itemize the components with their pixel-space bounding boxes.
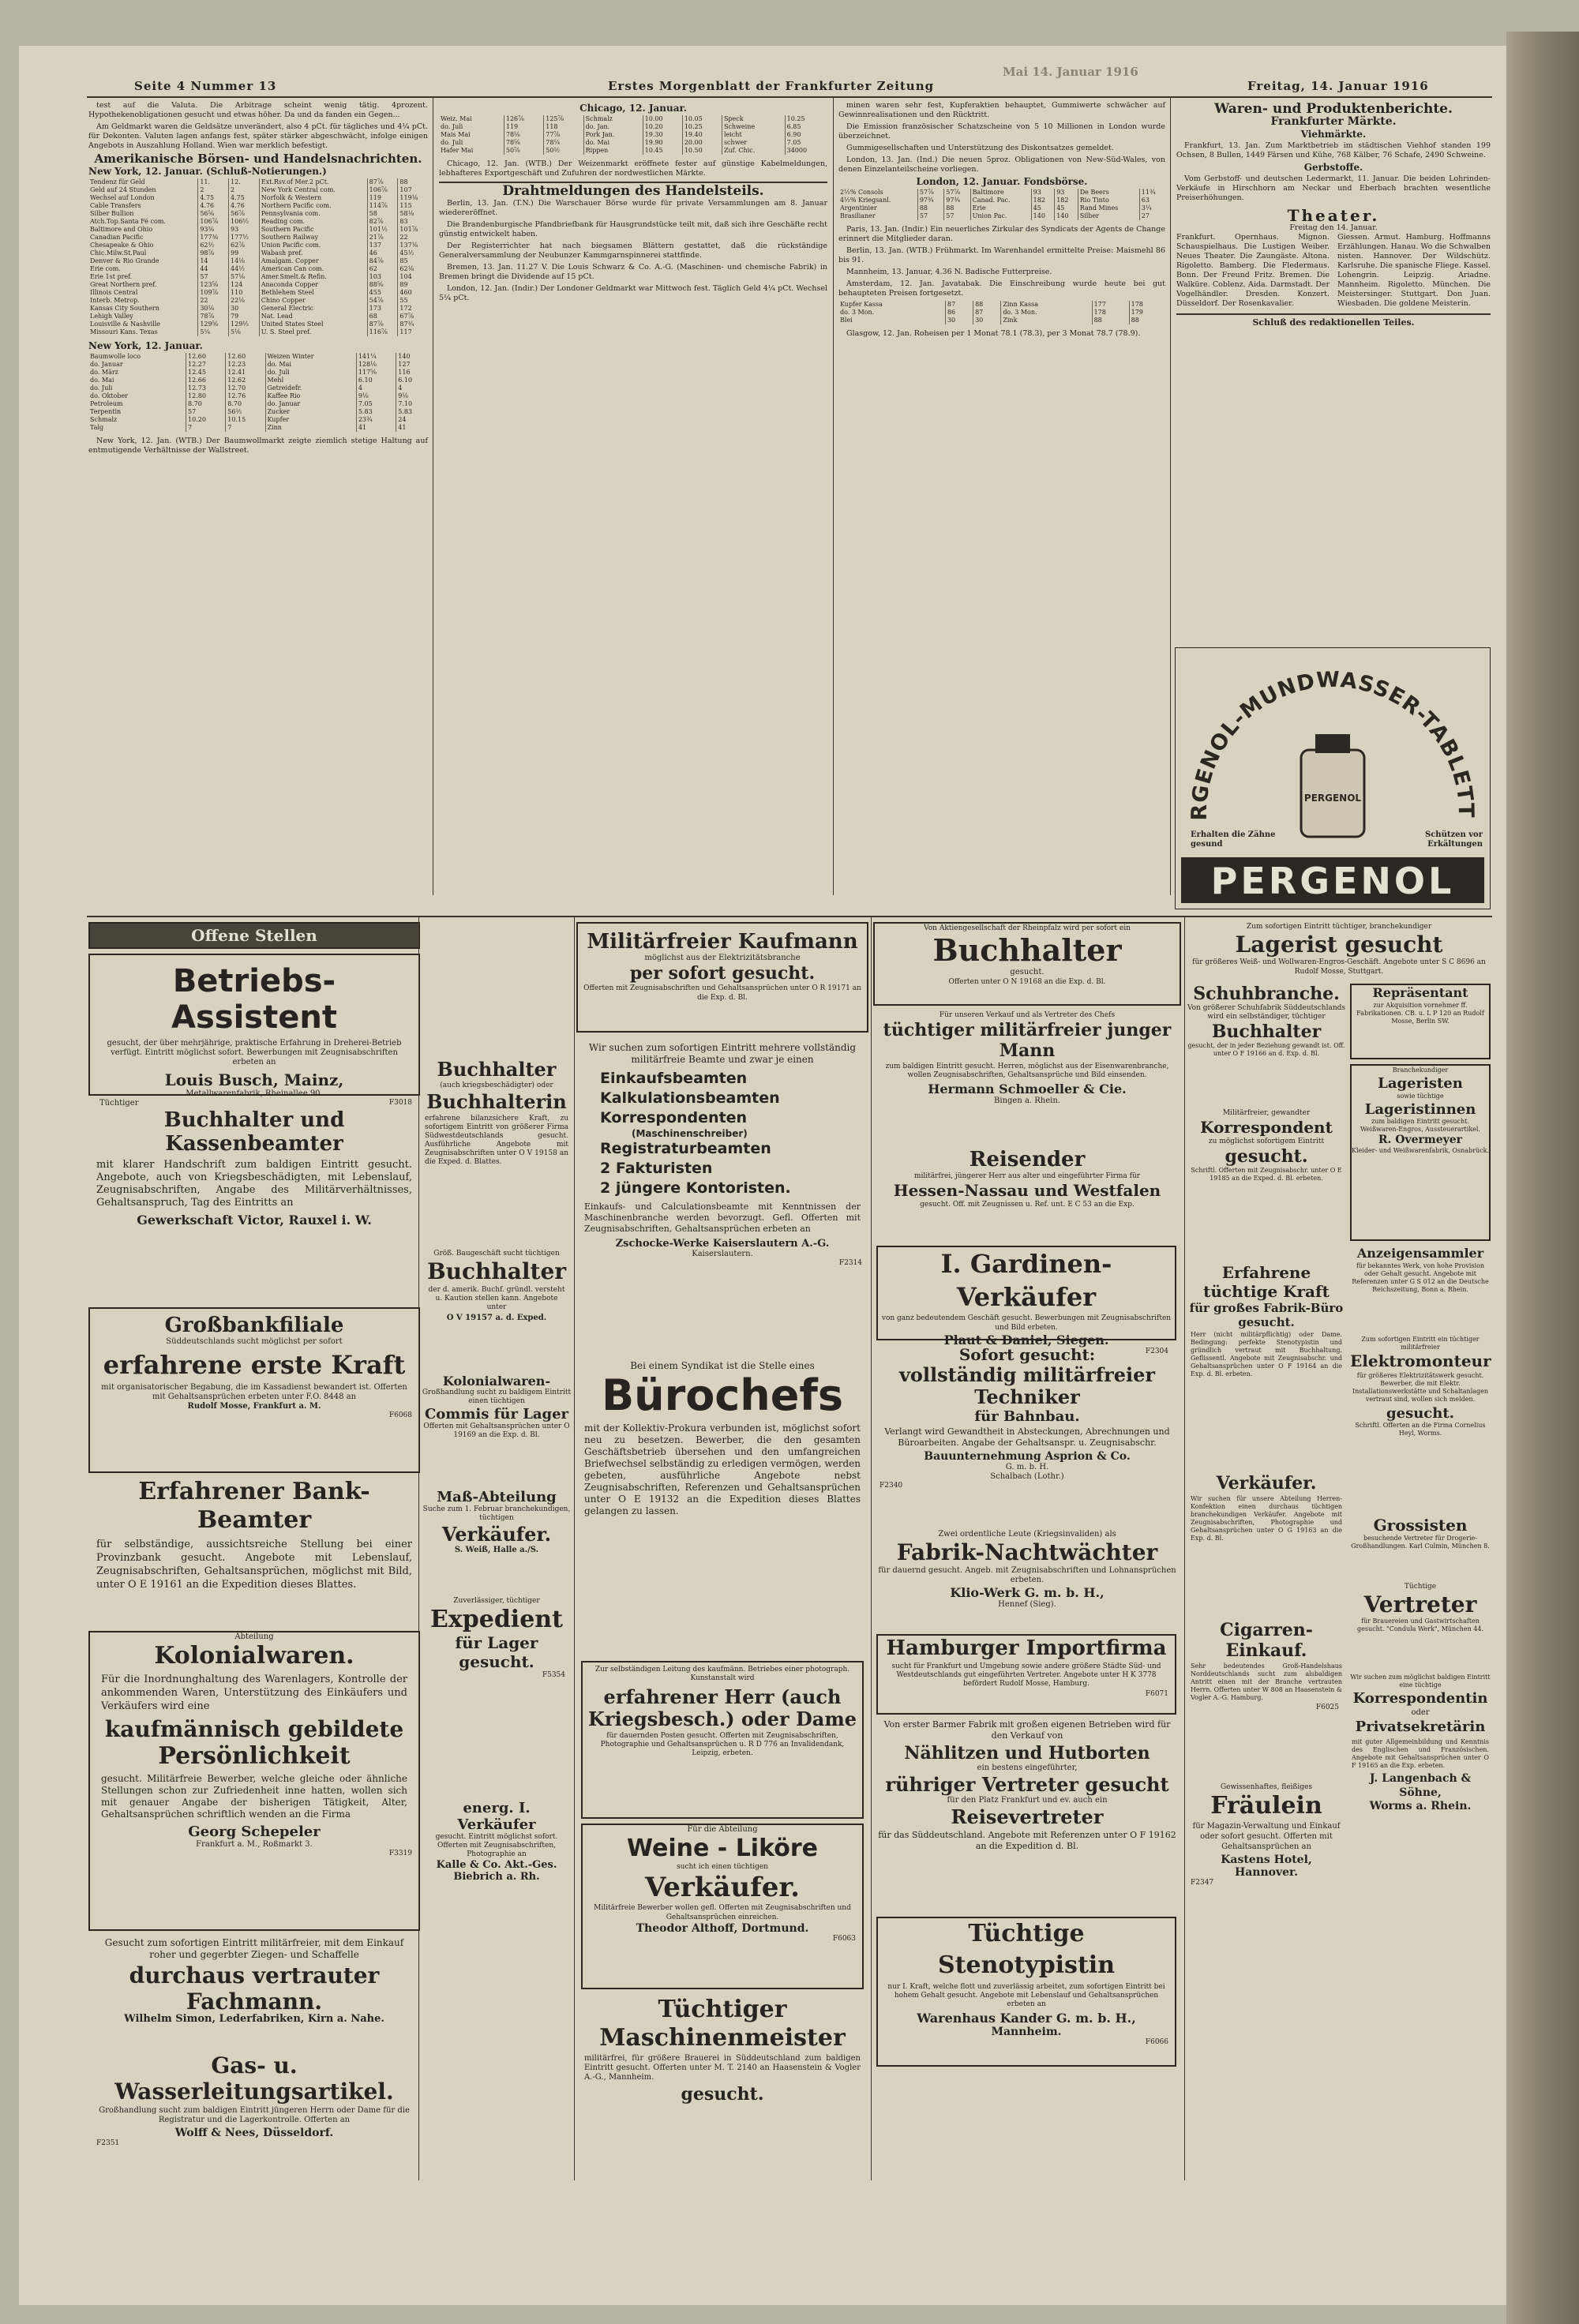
ad-title: Kolonialwaren. <box>154 1642 354 1670</box>
ad-text: Einkaufs- und Calculationsbeamte mit Kenntnissen der Maschinenbranche werden bevorzugt. Gefl. Offerten mit Zeugnisabschriften, Gehaltsansprüchen erbeten an <box>584 1201 861 1234</box>
header-date: Freitag, 14. Januar 1916 <box>1247 79 1429 93</box>
ad-title: tüchtiger militärfreier junger Mann <box>883 1020 1172 1061</box>
ad-anzeigensammler <box>1350 1246 1491 1331</box>
ad-text: für Lager gesucht. <box>455 1633 538 1671</box>
ad-title: Großbankfiliale <box>164 1314 344 1337</box>
ad-text: für dauernd gesucht. Angeb. mit Zeugnisabschriften und Lohnansprüchen erbeten. <box>878 1566 1176 1584</box>
ad-text: von ganz bedeutendem Geschäft gesucht. Bewerbungen mit Zeugnisabschriften und Bild erbeten. <box>881 1314 1172 1332</box>
ad-title: Weine - Liköre <box>627 1835 818 1862</box>
header-masthead: Erstes Morgenblatt der Frankfurter Zeitung <box>608 79 935 93</box>
ad-text: sucht für Frankfurt und Umgebung sowie andere größere Städte Süd- und Westdeutschlands gut eingeführten Vertreter. Angebote unter H K 3778 befördert Rudolf Mosse, Hamburg. <box>891 1662 1161 1688</box>
pergenol-arc-text: RGENOL-MUNDWASSER-TABLETT <box>1187 667 1479 821</box>
article-text: London, 12. Jan. (Indir.) Der Londoner Geldmarkt war Mittwoch fest. Täglich Geld 4¼ pCt. Wechsel 5¼ pCt. <box>439 284 827 302</box>
job-listing: Registraturbeamten <box>600 1140 771 1157</box>
ad-column-rule <box>418 917 419 2180</box>
ad-fraeulein <box>1187 1782 1345 1980</box>
ad-address: G. m. b. H. <box>1005 1463 1049 1471</box>
ad-text: für bekanntes Werk, von hohe Provision oder Gehalt gesucht. Angebote mit Referenzen unter G S 012 an die Deutsche Reichszeitung, Bonn a. Rhein. <box>1352 1262 1489 1293</box>
ad-schmoeller <box>873 1010 1181 1145</box>
ad-title: Militärfreier Kaufmann <box>587 930 858 954</box>
ad-title: Elektromonteur <box>1350 1351 1491 1370</box>
ads-top-rule <box>87 916 1492 917</box>
ad-gas-wasser <box>88 2052 420 2179</box>
ad-title: Expedient <box>430 1606 563 1633</box>
ad-firm: Wolff & Nees, Düsseldorf. <box>174 2127 334 2139</box>
ad-text: für Brauereien und Gastwirtschaften gesucht. "Condula Werk", München 44. <box>1357 1617 1483 1632</box>
pergenol-advertisement <box>1175 647 1491 909</box>
ad-address: Worms a. Rhein. <box>1369 1800 1472 1812</box>
ad-sub: Für die Abteilung <box>687 1825 758 1834</box>
ad-bank-beamter <box>88 1478 420 1628</box>
ad-text: Großhandlung sucht zum baldigen Eintritt jüngeren Herrn oder Dame für die Registratur und die Lagerkontrolle. Offerten an <box>99 2106 410 2124</box>
ad-text: Großhandlung sucht zu baldigem Eintritt einen tüchtigen <box>422 1389 572 1405</box>
ad-cigarren-einkauf <box>1187 1620 1345 1778</box>
ad-text: gesucht. Off. mit Zeugnissen u. Ref. unt. E C 53 an die Exp. <box>920 1201 1135 1209</box>
ad-sub: Sofort gesucht: <box>958 1345 1096 1364</box>
ad-code: F6071 <box>1145 1690 1168 1698</box>
ad-firm: R. Overmeyer <box>1378 1134 1463 1146</box>
ad-code: F2314 <box>838 1259 862 1267</box>
ad-text: für selbständige, aussichtsreiche Stellung bei einer Provinzbank gesucht. Angebote mit Lebenslauf, Zeugnisabschriften, Gehaltsansprüchen, möglichst mit Bild, unter O E 19161 an die Expedition dieses Blattes. <box>96 1539 412 1591</box>
article-text: test auf die Valuta. Die Arbitrage scheint wenig tätig. 4prozent. Hypothekenobligationen gesucht und etwas höher. Da und da fanden ein Gegen... <box>88 101 428 119</box>
ad-firm: Gewerkschaft Victor, Rauxel i. W. <box>137 1213 372 1228</box>
ad-text: für das Süddeutschland. Angebote mit Referenzen unter O F 19162 an die Expedition d. Bl. <box>878 1830 1176 1851</box>
article-text: London, 13. Jan. (Ind.) Die neuen 5proz. Obligationen von New-Süd-Wales, von denen Einzelanteilscheine vorliegen. <box>838 156 1165 174</box>
article-text: Glasgow, 12. Jan. Roheisen per 1 Monat 78.1 (78.3), per 3 Monat 78.7 (78.9). <box>846 329 1141 338</box>
ad-text: mit klarer Handschrift zum baldigen Eintritt gesucht. Angebote, auch von Kriegsbeschädigten, mit Lebenslauf, Zeugnisabschriften, Angabe des Militärverhältnisses, Gehaltsanspruch, Tag des Eintritts an <box>96 1159 412 1209</box>
ad-headline: erfahrene erste Kraft <box>103 1350 406 1380</box>
ad-code: F6068 <box>388 1411 412 1419</box>
section-title: Drahtmeldungen des Handelsteils. <box>502 183 764 199</box>
ad-title: Buchhalter <box>1211 1021 1322 1042</box>
ad-headline: durchaus vertrauter Fachmann. <box>129 1962 380 2015</box>
ad-erfahrener-herr <box>581 1661 864 1819</box>
ad-sub: Von Aktiengesellschaft der Rheinpfalz wird per sofort ein <box>924 924 1131 932</box>
ad-sub: gesucht. <box>1010 968 1045 976</box>
ad-title: Anzeigensammler <box>1356 1246 1484 1261</box>
ad-sub: Süddeutschlands sucht möglichst per sofort <box>166 1337 343 1346</box>
ad-firm: J. Langenbach & Söhne, <box>1369 1772 1472 1799</box>
ad-text: Gesucht zum sofortigen Eintritt militärfreier, mit dem Einkauf roher und gegerbter Ziegen- und Schaffelle <box>104 1937 404 1960</box>
ad-sub: Zuverlässiger, tüchtiger <box>453 1597 540 1605</box>
ad-pre: Tüchtiger <box>99 1099 139 1108</box>
ad-title: Grossisten <box>1373 1516 1468 1535</box>
ad-barmer-vertreter <box>873 1718 1181 1910</box>
article-text: Mannheim, 13. Januar, 4.36 N. Badische Futterpreise. <box>846 268 1052 276</box>
ad-nachtwaechter <box>873 1530 1181 1631</box>
ad-sub: Größ. Baugeschäft sucht tüchtigen <box>433 1250 560 1258</box>
ad-address: Biebrich a. Rh. <box>453 1871 540 1883</box>
ad-firm: Hermann Schmoeller & Cie. <box>928 1081 1127 1096</box>
ad-title: Repräsentant <box>1372 985 1468 1000</box>
article-text: Frankfurt, 13. Jan. Zum Marktbetrieb im städtischen Viehhof standen 199 Ochsen, 8 Bullen, 1449 Färsen und Kühe, 768 Kälber, 76 Schafe, 2490 Schweine. <box>1176 141 1491 159</box>
ad-buerochefs <box>576 1361 868 1656</box>
article-text: Der Registerrichter hat nach biegsamen Blättern gestattet, daß die rückständige Generalversammlung der Neubunzer Kammgarnspinnerei stattfinde. <box>439 242 827 260</box>
ad-firm: Zschocke-Werke Kaiserslautern A.-G. <box>615 1238 830 1250</box>
ad-techniker <box>873 1345 1181 1527</box>
ad-code: F6066 <box>1145 2038 1168 2046</box>
ad-headline: gesucht. <box>681 2084 764 2105</box>
offene-stellen-header: Offene Stellen <box>88 922 420 949</box>
ad-address: Kaiserslautern. <box>692 1250 753 1258</box>
subsection-title: London, 12. Januar. Fondsbörse. <box>916 176 1088 187</box>
ad-text: für dauernden Posten gesucht. Offerten mit Zeugnisabschriften, Photographie und Gehaltsansprüchen u. R D 776 an Invalidendank, Leipzig, erbeten. <box>600 1732 845 1757</box>
theater-listing-left: Frankfurt. Opernhaus. Mignon. Schauspielhaus. Die Lustigen Weiber. Neues Theater. Die Zaungäste. Altona. Rigoletto. Bamberg. Die Fledermaus. Bonn. Der Freund Fritz. Bremen. Die Walküre. Coblenz. Aida. Darmstadt. Der Vogelhändler. Dresden. Konzert. Düsseldorf. Der Rosenkavalier. <box>1176 233 1330 308</box>
ad-title: Betriebs-Assistent <box>171 963 337 1036</box>
ad-column-rule <box>574 917 575 2180</box>
ad-sub: Branchekundiger <box>1392 1066 1449 1074</box>
pergenol-left-tag: Erhalten die Zähne gesund <box>1191 830 1276 849</box>
ad-firm: Rudolf Mosse, Frankfurt a. M. <box>187 1402 321 1411</box>
ad-sub: sowie tüchtige <box>1397 1093 1444 1100</box>
ad-title: Buchhalter <box>437 1058 557 1081</box>
section-rule <box>439 182 827 183</box>
ad-firm: Plaut & Daniel, Siegen. <box>943 1333 1109 1348</box>
ad-code: F2351 <box>96 2139 120 2147</box>
ad-title: Erfahrene tüchtige Kraft <box>1203 1263 1330 1301</box>
ad-reisender <box>873 1148 1181 1241</box>
ad-text: für größeres Elektrizitätswerk gesucht. Bewerber, die mit Elektr. Installationswerkstätte und Schaltanlagen vertraut sind, wollen sich melden. <box>1352 1372 1489 1403</box>
ad-sub: Zwei ordentliche Leute (Kriegsinvaliden) als <box>938 1530 1116 1539</box>
ad-pre: Abteilung <box>234 1632 274 1641</box>
column-4 <box>1176 101 1491 646</box>
subsection-title: New York, 12. Januar. <box>88 340 203 351</box>
ad-title: erfahrener Herr (auch Kriegsbesch.) oder Dame <box>588 1685 857 1730</box>
ad-text: zum baldigen Eintritt gesucht. Herren, möglichst aus der Eisenwarenbranche, wollen Zeugnisabschriften, Gehaltsansprüche und Bild einsenden. <box>885 1063 1169 1079</box>
bottle-label: PERGENOL <box>1303 793 1362 804</box>
ad-text: für Magazin-Verwaltung und Einkauf oder sofort gesucht. Offerten mit Gehaltsansprüchen an <box>1192 1822 1341 1851</box>
theater-date: Freitag den 14. Januar. <box>1289 223 1378 232</box>
ad-text: gesucht. Eintritt möglichst sofort. Offerten mit Zeugnisabschriften, Photographie an <box>435 1833 558 1858</box>
pergenol-right-tag: Schützen vor Erkältungen <box>1424 830 1483 849</box>
ad-elektromonteur <box>1350 1336 1491 1511</box>
ad-code: F6025 <box>1315 1704 1339 1711</box>
ad-address: Schalbach (Lothr.) <box>990 1472 1064 1481</box>
ad-text: militärfrei, jüngerer Herr aus alter und eingeführter Firma für <box>913 1172 1141 1180</box>
ad-headline: Hessen-Nassau und Westfalen <box>893 1181 1161 1200</box>
ad-address: Hennef (Sieg). <box>998 1600 1056 1609</box>
column-3 <box>838 101 1165 898</box>
theater-listing-right: Giessen. Armut. Hamburg. Hoffmanns Erzählungen. Hanau. Wo die Schwalben nisten. Hannover. Der Wildschütz. Karlsruhe. Die spanische Fliege. Kassel. Lohengrin. Leipzig. Ariadne. Mannheim. Rigoletto. München. Die Meistersinger. Stuttgart. Don Juan. Wiesbaden. Die goldene Meisterin. <box>1337 233 1491 308</box>
ad-code: F6063 <box>832 1935 856 1943</box>
ad-kassenbeamter <box>88 1099 420 1303</box>
section-title: Waren- und Produktenberichte. <box>1214 101 1453 117</box>
ad-text: gesucht, der in jeder Beziehung gewandt ist. Off. unter O F 19166 an d. Exp. d. Bl. <box>1187 1042 1345 1057</box>
ad-text: militärfrei, für größere Brauerei in Süddeutschland zum baldigen Eintritt gesucht. Offerten unter M. T. 2140 an Haasenstein & Vogler A.-G., Mannheim. <box>584 2054 861 2082</box>
job-listing: 2 Fakturisten <box>600 1160 713 1177</box>
ad-verkaeufer-kalle <box>422 1800 572 1958</box>
ad-text: Offerten mit Gehaltsansprüchen unter O 19169 an die Exp. d. Bl. <box>423 1423 570 1439</box>
ad-title: Lageristinnen <box>1364 1101 1476 1118</box>
ad-headline: gesucht. <box>1386 1405 1454 1422</box>
ad-title: Hamburger Importfirma <box>886 1636 1167 1660</box>
ad-text: Wir suchen zum sofortigen Eintritt mehrere vollständig militärfreie Beamte und zwar je einen <box>588 1042 857 1065</box>
ad-kolonialwaren <box>88 1631 420 1931</box>
article-text: Die Brandenburgische Pfandbriefbank für Hausgrundstücke teilt mit, daß sich ihre Geschäfte recht günstig entwickelt haben. <box>439 220 827 238</box>
ad-zschocke <box>576 1039 868 1356</box>
article-text: Chicago, 12. Jan. (WTB.) Der Weizenmarkt eröffnete fester auf günstige Kabelmeldungen, lebhafteres Exportgeschäft und Zufuhren der nordwestlichen Märkte. <box>439 159 827 178</box>
article-text: Vom Gerbstoff- und deutschen Ledermarkt, 11. Januar. Die beiden Lohrinden-Verkäufe in Hirschhorn am Neckar und Eberbach brachten wesentliche Preiserhöhungen. <box>1176 174 1491 202</box>
ad-firm: S. Weiß, Halle a./S. <box>454 1546 539 1554</box>
ad-title: Fräulein <box>1210 1792 1322 1820</box>
ad-sub: für den Platz Frankfurt und ev. auch ein <box>947 1796 1108 1805</box>
ad-address: Mannheim. <box>991 2026 1062 2038</box>
ad-title: vollständig militärfreier Techniker <box>898 1363 1156 1408</box>
ad-sub: für großes Fabrik-Büro gesucht. <box>1189 1301 1344 1329</box>
article-text: Gummigesellschaften und Unterstützung des Diskontsatzes gemeldet. <box>846 144 1114 152</box>
ad-sub: Gewissenhaftes, fleißiges <box>1220 1783 1313 1791</box>
ad-text: gesucht, der über mehrjährige, praktische Erfahrung in Dreherei-Betrieb verfügt. Eintritt möglichst sofort. Bewerbungen mit Zeugnisabschriften erbeten an <box>107 1039 402 1066</box>
header-ghost-date: Mai 14. Januar 1916 <box>1003 65 1138 79</box>
ad-code: F5354 <box>542 1671 565 1679</box>
ad-title: Reisender <box>969 1148 1086 1171</box>
ad-erfahrene-kraft <box>1187 1263 1345 1468</box>
ad-text: Von größerer Schuhfabrik Süddeutschlands wird ein selbständiger, tüchtiger <box>1187 1004 1346 1021</box>
ad-repraesentant <box>1350 984 1491 1059</box>
ad-text: für größeres Weiß- und Wollwaren-Engros-Geschäft. Angebote unter S C 8696 an Rudolf Mosse, Stuttgart. <box>1192 958 1486 976</box>
ad-text: mit der Kollektiv-Prokura verbunden ist, möglichst sofort neu zu besetzen. Bewerber, die den gesamten Geschäftsbetrieb übersehen und den umfangreichen Briefwechsel selbständig zu erledigen vermögen, werden gebeten, ausführliche Angebote nebst Zeugnisabschriften, Referenzen und Gehaltsansprüchen unter O E 19132 an die Expedition dieses Blattes gelangen zu lassen. <box>584 1423 861 1516</box>
ad-title: Verkäufer. <box>1216 1473 1317 1494</box>
ad-korrespondentin <box>1350 1674 1491 2005</box>
ad-title: Cigarren-Einkauf. <box>1220 1620 1313 1661</box>
ad-text: Offerten unter O N 19168 an die Exp. d. Bl. <box>948 978 1106 986</box>
ad-firm: Louis Busch, Mainz, <box>164 1070 344 1089</box>
ad-schuhbranche <box>1187 984 1345 1070</box>
metal-table: Kupfer Kassa 87 88 Zinn Kassa 177 178 do. 3 Mon. 86 87 do. 3 Mon. 178 179 Blei 30 30 Zink 88 88 <box>838 301 1165 324</box>
ad-text: Wir suchen für unsere Abteilung Herren-Konfektion einen durchaus tüchtigen branchekundigen Verkäufer. Angebote mit Zeugnisabschriften, Photographie und Gehaltsansprüchen unter O G 19163 an die Exp. d. Bl. <box>1191 1495 1342 1542</box>
article-text: Amsterdam, 12. Jan. Javatabak. Die Einschreibung wurde heute bei gut behaupteten Preisen fortgesetzt. <box>838 279 1165 298</box>
ad-militaerfreier-kaufmann <box>576 922 868 1033</box>
ad-title: Vertreter <box>1363 1591 1477 1617</box>
ad-headline: Verkäufer. <box>645 1872 800 1903</box>
ad-title: Erfahrener Bank-Beamter <box>138 1478 370 1534</box>
ad-title: Lageristen <box>1378 1075 1463 1092</box>
ad-sub: (auch kriegsbeschädigter) oder <box>440 1081 553 1089</box>
job-listing: 2 jüngere Kontoristen. <box>600 1179 791 1197</box>
chicago-table: Weiz. Mai 126⅞ 125⅞ Schmalz 10.00 10.05 Speck 10.25 do. Juli 119 118 do. Jan. 10.20 10.25 Schweine 6.85 Mais Mai 78⅛ 77⅞ Pork Jan. 19.30 19.40 leicht 6.90 do. Juli 78⅝ 78¼ do. Mai 19.90 20.00 schwer 7.05 Hafer Mai 50⅞ 50½ Rippen 10.45 10.50 Zuf. Chic. 34000 <box>439 115 827 155</box>
header-rule <box>87 96 1492 98</box>
ad-firm: Bauunternehmung Asprion & Co. <box>924 1450 1131 1463</box>
ad-code: F2304 <box>1145 1348 1168 1355</box>
ad-korrespondent <box>1187 1108 1345 1258</box>
ad-address: Metallwarenfabrik, Rheinallee 90. <box>186 1089 323 1098</box>
ad-title: Verkäufer. <box>441 1523 552 1546</box>
ad-title: Buchhalter und Kassenbeamter <box>163 1108 345 1156</box>
ad-headline: per sofort gesucht. <box>629 963 816 984</box>
ad-grossisten <box>1350 1516 1491 1579</box>
article-text: Paris, 13. Jan. (Indir.) Ein neuerliches Zirkular des Syndicats der Agents de Change erinnert die Mitglieder daran. <box>838 225 1165 243</box>
article-text: minen waren sehr fest, Kupferaktien behauptet, Gummiwerte schwächer auf Gewinnrealisationen und den Rücktritt. <box>838 101 1165 119</box>
ad-column-rule <box>871 917 872 2180</box>
ad-text: besuchende Vertreter für Drogerie-Großhandlungen. Karl Culmin, München 8. <box>1351 1535 1490 1550</box>
ad-code: F3018 <box>388 1099 412 1107</box>
ad-text: zu möglichst sofortigem Eintritt <box>1208 1138 1325 1145</box>
ad-fachmann <box>88 1936 420 2049</box>
ad-code: F3319 <box>388 1850 412 1857</box>
ad-sub: Zur selbständigen Leitung des kaufmänn. Betriebes einer photograph. Kunstanstalt wird <box>594 1666 850 1682</box>
ad-text: zum baldigen Eintritt gesucht. Weißwaren-Engros, Aussteuerartikel. <box>1360 1118 1481 1133</box>
end-of-editorial: Schluß des redaktionellen Teiles. <box>1252 317 1415 328</box>
section-title: Theater. <box>1287 206 1380 225</box>
ad-title: Kolonialwaren- <box>442 1374 551 1389</box>
ad-sub: Für unseren Verkauf und als Vertreter des Chefs <box>939 1011 1116 1019</box>
ad-verkaeufer-konfektion <box>1187 1473 1345 1615</box>
ad-sub: für Bahnbau. <box>974 1408 1080 1425</box>
ad-headline: Reisevertreter <box>951 1805 1104 1828</box>
ad-firm: Warenhaus Kander G. m. b. H., <box>917 2011 1136 2026</box>
ad-title: Korrespondentin <box>1352 1690 1488 1707</box>
section-title: Amerikanische Börsen- und Handelsnachrichten. <box>94 152 422 166</box>
subsection-title: Gerbstoffe. <box>1303 162 1363 173</box>
article-text: Die Emission französischer Schatzscheine von 5 10 Millionen in London wurde überzeichnet. <box>838 122 1165 141</box>
ad-code: F2347 <box>1191 1879 1214 1887</box>
ad-sub: Militärfreier, gewandter <box>1222 1109 1311 1117</box>
ad-headline: Nählitzen und Hutborten <box>904 1743 1150 1764</box>
article-text: New York, 12. Jan. (WTB.) Der Baumwollmarkt zeigte ziemlich stetige Haltung auf entmutigende Verhältnisse der Wallstreet. <box>88 437 428 455</box>
ad-title: I. Gardinen-Verkäufer <box>940 1249 1112 1312</box>
job-listing: Korrespondenten <box>600 1109 748 1126</box>
ad-text: zur Akquisition vornehmer ff. Fabrikationen. CB. u. L P 120 an Rudolf Mosse, Berlin SW. <box>1356 1002 1484 1025</box>
ad-headline: kaufmännisch gebildete <box>104 1716 404 1742</box>
ad-hamburger-importfirma <box>876 1634 1176 1715</box>
job-listing-note: (Maschinenschreiber) <box>632 1128 748 1139</box>
ad-text: mit guter Allgemeinbildung und Kenntnis des Englischen und Französischen. Angebote mit Gehaltsansprüchen unter O F 19165 an die Exp. erbeten. <box>1352 1738 1489 1769</box>
ad-text: gesucht. Militärfreie Bewerber, welche gleiche oder ähnliche Stellungen schon zur Zufriedenheit inne hatten, wollen sich mit genauer Angabe der bisherigen Tätigkeit, Alter, Gehaltsansprüchen schriftlich wenden an die Firma <box>101 1773 407 1820</box>
ad-stenotypistin <box>876 1917 1176 2067</box>
job-listing: Kalkulationsbeamten <box>600 1089 780 1107</box>
ad-commis <box>422 1374 572 1484</box>
ad-code: F2340 <box>880 1482 903 1490</box>
subsection-title: Viehmärkte. <box>1300 129 1367 140</box>
ad-firm: Kastens Hotel, <box>1221 1854 1312 1866</box>
subsection-title: New York, 12. Januar. (Schluß-Notierungen.) <box>88 166 327 177</box>
ad-headline: Persönlichkeit <box>158 1742 351 1770</box>
ad-sub: möglichst aus der Elektrizitätsbranche <box>644 954 801 962</box>
ad-sub: sucht ich einen tüchtigen <box>677 1863 768 1871</box>
ad-title: Privatsekretärin <box>1355 1719 1486 1735</box>
subsection-title: Chicago, 12. Januar. <box>579 103 687 114</box>
ad-text: Für die Inordnunghaltung des Warenlagers, Kontrolle der ankommenden Waren, Unterstützung des Einkäufers und Verkäufers wird eine <box>101 1674 407 1712</box>
ad-text: Suche zum 1. Februar branchekundigen, tüchtigen <box>422 1505 571 1522</box>
ad-firm: Wilhelm Simon, Lederfabriken, Kirn a. Nahe. <box>124 2013 384 2025</box>
ad-weine-likoere <box>581 1824 864 1989</box>
page-edge-shadow <box>1506 32 1579 2324</box>
article-text: Am Geldmarkt waren die Geldsätze unverändert, also 4 pCt. für tägliches und 4¼ pCt. für Dekonten. Valuten lagen anfangs fest, später stärker abgeschwächt, infolge einigen Angebots in Auszahlung Holland. Wien war merklich befestigt. <box>88 122 428 150</box>
ad-grossbankfiliale <box>88 1307 420 1473</box>
article-text: Berlin, 13. Jan. (T.N.) Die Warschauer Börse wurde für private Versammlungen am 8. Januar wiedereröffnet. <box>439 199 827 217</box>
ad-address: Bingen a. Rhein. <box>994 1096 1060 1105</box>
ad-sub: ein bestens eingeführter, <box>977 1764 1078 1772</box>
ad-sub: Tüchtige <box>1404 1583 1437 1591</box>
ad-title: Tüchtiger Maschinenmeister <box>599 1996 846 2052</box>
ad-maschinenmeister <box>576 1996 868 2177</box>
ad-mass-abteilung <box>422 1489 572 1591</box>
ad-lagerist <box>1187 922 1491 979</box>
ad-sub: Zum sofortigen Eintritt tüchtiger, branchekundiger <box>1246 923 1432 931</box>
ad-buchhalter-1 <box>422 1058 572 1246</box>
section-rule <box>1176 313 1491 315</box>
ad-title: Gas- u. Wasserleitungsartikel. <box>114 2052 394 2105</box>
ad-title: Commis für Lager <box>424 1406 569 1423</box>
ad-code: O V 19157 a. d. Exped. <box>446 1314 547 1322</box>
ad-sub: oder <box>1411 1708 1430 1717</box>
ad-title: Tüchtige Stenotypistin <box>937 1920 1116 1979</box>
ad-sub: Bei einem Syndikat ist die Stelle eines <box>630 1360 815 1371</box>
ad-expedient <box>422 1596 572 1794</box>
column-rule <box>833 98 834 895</box>
ad-text: erfahrene bilanzsichere Kraft, zu sofortigem Eintritt von größerer Firma Südwestdeutschlands gesucht. Ausführliche Angebote mit Zeugnisabschriften unter O V 19158 an die Exped. d. Blattes. <box>425 1115 568 1166</box>
ad-sub: Wir suchen zum möglichst baldigen Eintritt eine tüchtige <box>1350 1674 1491 1689</box>
ad-title: Lagerist gesucht <box>1235 931 1443 958</box>
ad-text: nur I. Kraft, welche flott und zuverlässig arbeitet, zum sofortigen Eintritt bei hohem Gehalt gesucht. Angebote mit Lebenslauf und Gehaltsansprüchen erbeten an <box>887 1983 1165 2008</box>
column-rule <box>1170 98 1171 895</box>
article-text: Bremen, 13. Jan. 11.27 V. Die Louis Schwarz & Co. A.-G. (Maschinen- und chemische Fabrik) in Bremen bringt die Dividende auf 15 pCt. <box>439 263 827 281</box>
job-listing: Einkaufsbeamten <box>600 1070 748 1087</box>
ad-title: Maß-Abteilung <box>437 1489 557 1505</box>
ad-text: Schriftl. Offerten an die Firma Cornelius Heyl, Worms. <box>1355 1422 1486 1437</box>
subsection-title: Frankfurter Märkte. <box>1270 115 1397 128</box>
ad-sub: Zum sofortigen Eintritt ein tüchtiger militärfreier <box>1361 1336 1480 1351</box>
ad-lageristen <box>1350 1064 1491 1241</box>
header-page-number: Seite 4 Nummer 13 <box>134 79 277 93</box>
ad-address: Kleider- und Weißwarenfabrik, Osnabrück. <box>1352 1147 1489 1154</box>
ad-firm: Kalle & Co. Akt.-Ges. <box>436 1859 557 1871</box>
ad-address: Frankfurt a. M., Roßmarkt 3. <box>196 1840 313 1849</box>
ad-buchhalter-2 <box>422 1249 572 1367</box>
ad-firm: Theodor Althoff, Dortmund. <box>636 1922 809 1935</box>
ad-headline: rühriger Vertreter gesucht <box>885 1773 1169 1796</box>
quote-table: Tendenz für Geld 11. 12. Ext.Rsv.of Mer.2 pCt. 87⅞ 88 Geld auf 24 Stunden 2 2 New York Central com. 106⅞ 107 Wechsel auf London 4.75 4.75 Norfolk & Western 119 119⅛ Cable Transfers 4.76 4.76 Northern Pacific com. 114⅞ 115 Silber Bullion 56⅝ 56⅞ Pennsylvania com. 58 58⅛ Atch.Top.Santa Fé com. 106⅞ 106½ Reading com. 82⅞ 83 Baltimore and Ohio 93⅛ 93 Southern Pacific 101½ 101⅞ Canadian Pacific 177⅜ 177½ Southern Railway 21⅞ 22 Chesapeake & Ohio 62½ 62⅞ Union Pacific com. 137 137⅛ Chic.Milw.St.Paul 98⅞ 99 Wabash pref. 46 45½ Denver & Rio Grande 14 14⅛ Amalgam. Copper 84⅞ 85 Erie com. 44 44½ American Can com. 62 62⅛ Erie 1st pref. 57 57⅛ Amer.Smelt.& Refin. 103 104 Great Northern pref. 123⅝ 124 Anaconda Copper 88⅝ 89 Illinois Central 109⅞ 110 Bethlehem Steel 455 460 Interb. Metrop. 22 22⅛ Chino Copper 54⅞ 55 Kansas City Southern 30⅛ 30 General Electric 173 172 Lehigh Valley 78⅞ 79 Nat. Lead 68 67⅞ Louisville & Nashville 129⅝ 129½ United States Steel 87⅞ 87¾ Missouri Kans. Texas 5¼ 5⅛ U. S. Steel pref. 116⅞ 117 <box>88 178 428 336</box>
ad-text: mit organisatorischer Begabung, die im Kassadienst bewandert ist. Offerten mit Gehaltsansprüchen erbeten unter F.O. 8448 an <box>101 1383 407 1401</box>
ad-firm: Georg Schepeler <box>188 1824 321 1840</box>
ad-title: Schuhbranche. <box>1193 984 1340 1004</box>
ad-text: Militärfreie Bewerber wollen gefl. Offerten mit Zeugnisabschriften und Gehaltsansprüchen einreichen. <box>594 1904 851 1921</box>
ad-text: Herr (nicht militärpflichtig) oder Dame. Bedingung: perfekte Stenotypistin und gründlich vertraut mit Buchhaltung. Geflissentl. Angebote mit Zeugnisabschr. und Gehaltsansprüchen unter O F 19164 an die Exp. d. Bl. erbeten. <box>1191 1331 1342 1378</box>
ad-title: Korrespondent <box>1200 1118 1333 1137</box>
london-table: 2½% Consols 57⅞ 57⅞ Baltimore 93 93 De Beers 11¾ 4½% Kriegsanl. 97¾ 97¾ Canad. Pac. 182 182 Rio Tinto 63 Argentinier 88 88 Erie 45 45 Rand Mines 3¼ Brasilianer 57 57 Union Pac. 140 140 Silber 27 <box>838 189 1165 220</box>
ad-text: Offerten mit Zeugnisabschriften und Gehaltsansprüchen unter O R 19171 an die Exp. d. Bl. <box>583 984 861 1002</box>
column-2 <box>439 101 827 898</box>
ad-vertreter <box>1350 1582 1491 1669</box>
ad-address: Hannover. <box>1234 1866 1298 1879</box>
ad-text: Schriftl. Offerten mit Zeugnisabschr. unter O E 19185 an die Exped. d. Bl. erbeten. <box>1191 1167 1342 1182</box>
ad-text: Verlangt wird Gewandtheit in Absteckungen, Abrechnungen und Büroarbeiten. Angabe der Gehaltsanspr. u. Zeugnisabschr. <box>884 1426 1170 1448</box>
ad-sub: Von erster Barmer Fabrik mit großen eigenen Betrieben wird für den Verkauf von <box>883 1719 1171 1741</box>
ad-headline: gesucht. <box>1225 1146 1308 1167</box>
ad-text: Sehr bedeutendes Groß-Handelshaus Norddeutschlands sucht zum alsbaldigen Antritt einen mit der Branche vertrauten Herrn. Offerten unter W 808 an Haasenstein & Vogler A.-G. Hamburg. <box>1191 1662 1342 1701</box>
pergenol-brand: PERGENOL <box>1210 860 1455 902</box>
article-text: Berlin, 13. Jan. (WTB.) Frühmarkt. Im Warenhandel ermittelte Preise: Maismehl 86 bis 91. <box>838 246 1165 264</box>
ad-text: der d. amerik. Buchf. gründl. versteht u. Kaution stellen kann. Angebote unter <box>428 1286 565 1311</box>
ad-firm: Klio-Werk G. m. b. H., <box>950 1585 1105 1600</box>
ad-title: energ. I. Verkäufer <box>457 1800 536 1833</box>
ad-rheinpfalz-buchhalter <box>873 922 1181 1006</box>
ad-title: Bürochefs <box>601 1370 844 1420</box>
commodity-table: Baumwolle loco 12.60 12.60 Weizen Winter 141¼ 140 do. Januar 12.27 12.23 do. Mai 128⅛ 127 do. März 12.45 12.41 do. Juli 117⅝ 116 do. Mai 12.66 12.62 Mehl 6.10 6.10 do. Juli 12.73 12.70 Getreidefr. 4 4 do. Oktober 12.80 12.76 Kaffee Rio 9⅛ 9⅛ Petroleum 8.70 8.70 do. Januar 7.05 7.10 Terpentin 57 56½ Zucker 5.83 5.83 Schmalz 10.20 10.15 Kupfer 23¾ 24 Talg 7 7 Zinn 41 41 <box>88 353 428 432</box>
ad-title: Fabrik-Nachtwächter <box>896 1539 1158 1565</box>
ad-title: Buchhalterin <box>426 1090 567 1113</box>
ad-column-rule <box>1184 917 1185 2180</box>
column-1 <box>88 101 428 898</box>
ad-title: Buchhalter <box>932 932 1122 968</box>
ad-title: Buchhalter <box>426 1258 567 1284</box>
pergenol-graphic <box>1175 647 1491 909</box>
